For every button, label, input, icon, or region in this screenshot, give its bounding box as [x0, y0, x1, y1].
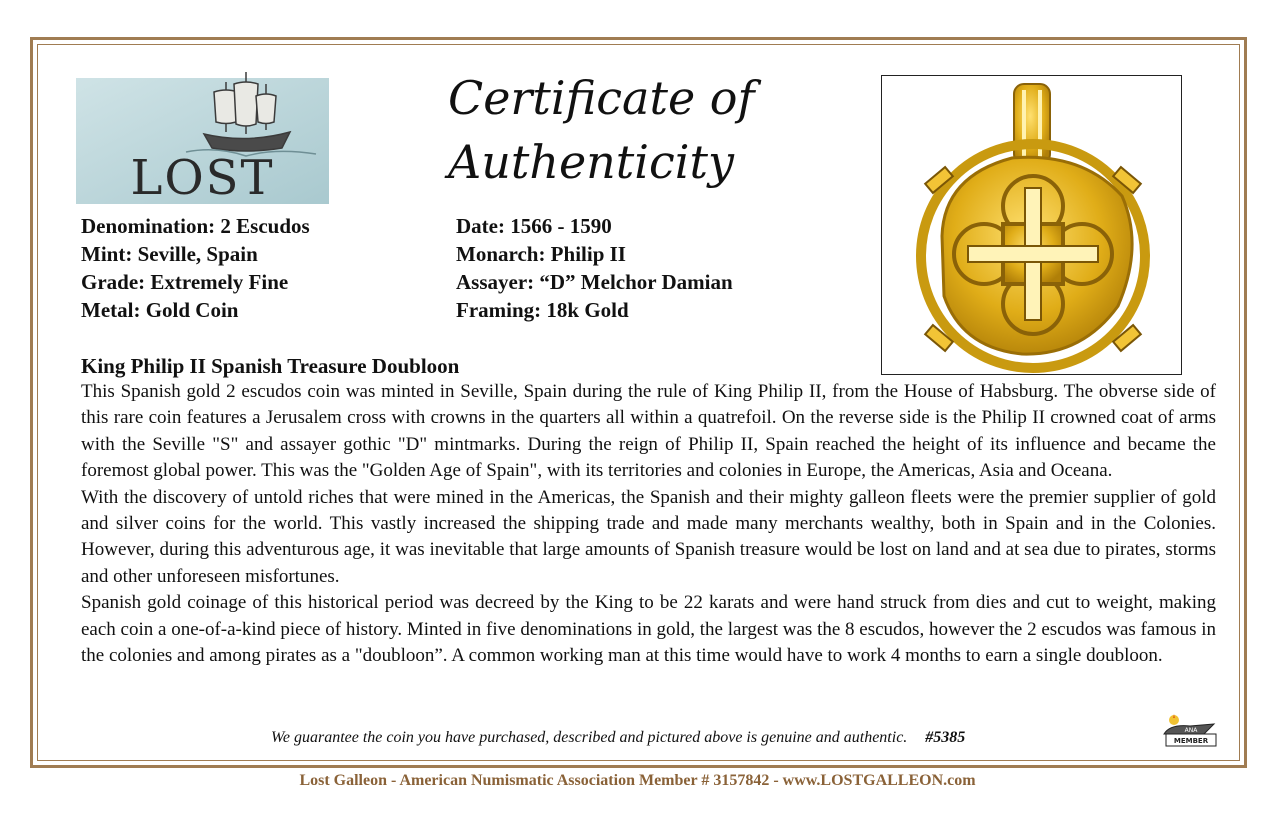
ana-badge-bottom-text: MEMBER — [1173, 737, 1209, 745]
spec-grade: Grade: Extremely Fine — [81, 270, 289, 294]
guarantee-line — [271, 729, 965, 747]
spec-framing: Framing: 18k Gold — [456, 298, 629, 322]
spec-denomination: Denomination: 2 Escudos — [81, 214, 310, 238]
description-heading: King Philip II Spanish Treasure Doubloon — [81, 354, 460, 378]
gold-coin-pendant-image — [882, 76, 1181, 374]
paragraph-2: With the discovery of untold riches that were mined in the Americas, the Spanish and their mighty galleon fleets were the premier supplier of gold and silver coins for the world. This vastly increased the shipping trade and made many merchants wealthy, both in Spain and in the Colonies. However, during this adventurous age, it was inevitable that large amounts of Spanish treasure would be lost on land and at sea due to pirates, storms and other unforeseen misfortunes. — [81, 486, 1216, 587]
lost-galleon-logo — [76, 62, 329, 204]
certificate-number: #5385 — [925, 729, 966, 746]
certificate-title — [448, 66, 778, 194]
guarantee-text: We guarantee the coin you have purchased, described and pictured above is genuine and authentic. — [271, 729, 908, 746]
spec-mint: Mint: Seville, Spain — [81, 242, 258, 266]
spec-metal: Metal: Gold Coin — [81, 298, 239, 322]
spec-assayer: Assayer: “D” Melchor Damian — [456, 270, 733, 294]
title-line-2: Authenticity — [448, 135, 734, 189]
spec-date: Date: 1566 - 1590 — [456, 214, 612, 238]
footer-member-line: Lost Galleon - American Numismatic Association Member # 3157842 - www.LOSTGALLEON.com — [299, 772, 976, 789]
logo-text-lost: LOST — [130, 150, 275, 204]
coin-specs-left — [81, 212, 310, 324]
paragraph-3: Spanish gold coinage of this historical period was decreed by the King to be 22 karats and were hand struck from dies and cut to weight, making each coin a one-of-a-kind piece of history. Minted in five denominations in gold, the largest was the 8 escudos, however the 2 escudos was famous in the colonies and among pirates as a "doubloon”. A common working man at this time would have to work 4 months to earn a single doubloon. — [81, 592, 1216, 667]
ana-lamp-icon — [1160, 712, 1220, 754]
coin-photo — [881, 75, 1182, 375]
coin-specs-right — [456, 212, 733, 324]
ana-badge-top-text: ANA — [1184, 727, 1198, 734]
description-body — [81, 379, 1216, 669]
ana-member-badge — [1160, 712, 1220, 754]
spec-monarch: Monarch: Philip II — [456, 242, 626, 266]
title-line-1: Certificate of — [448, 71, 755, 125]
paragraph-1: This Spanish gold 2 escudos coin was minted in Seville, Spain during the rule of King Philip II, from the House of Habsburg. The obverse side of this rare coin features a Jerusalem cross with crowns in the quarters all within a quatrefoil. On the reverse side is the Philip II crowned coat of arms with the Seville "S" and assayer gothic "D" mintmarks. During the reign of Philip II, Spain reached the height of its influence and became the foremost global power. This was the "Golden Age of Spain", with its territories and colonies in Europe, the Americas, Asia and Oceana. — [81, 381, 1216, 482]
